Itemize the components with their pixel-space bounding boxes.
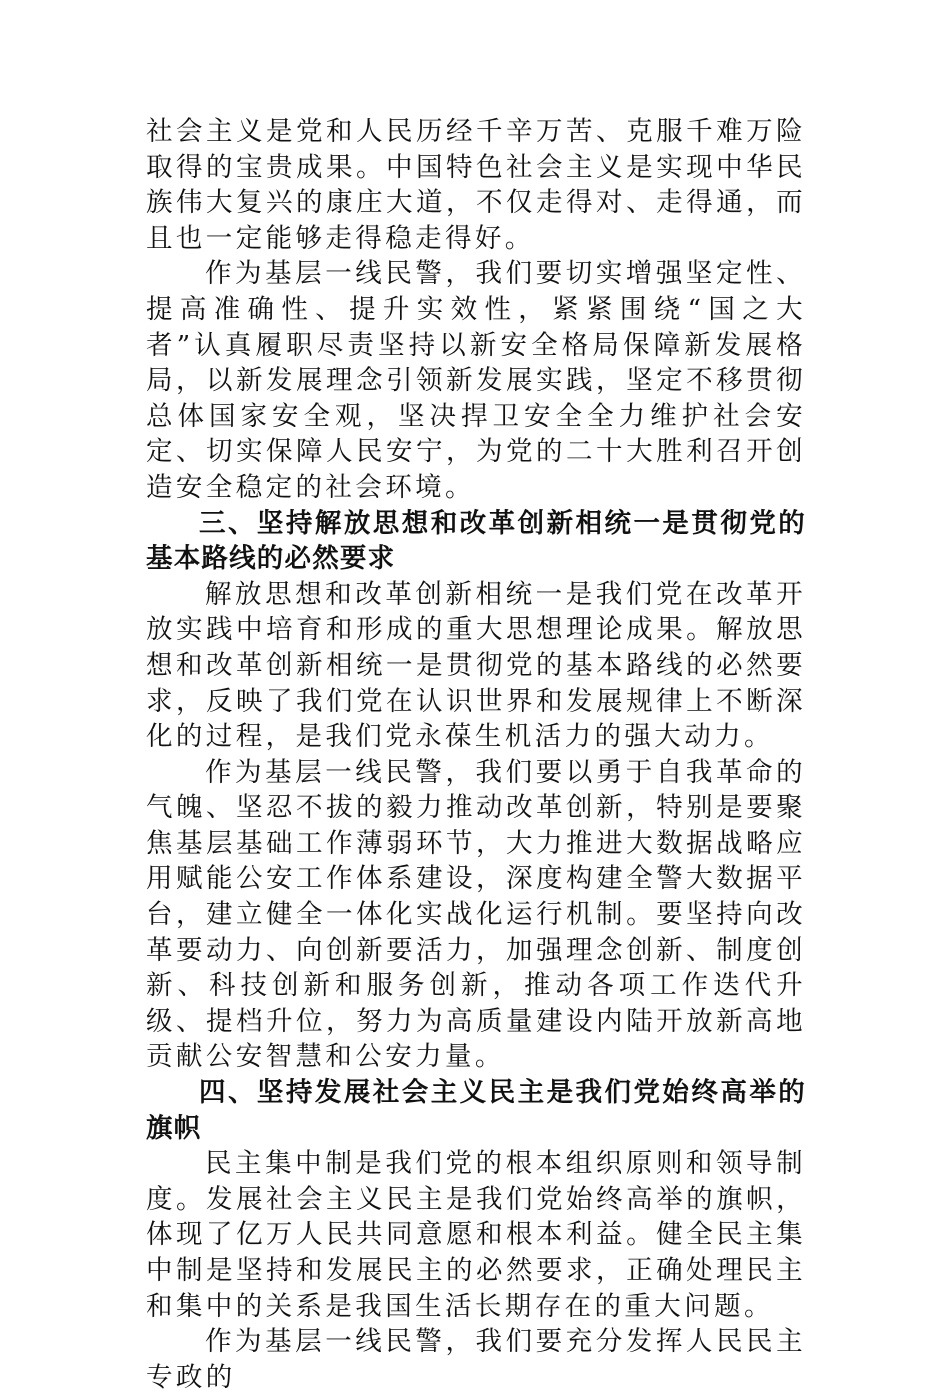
- paragraph-police-democracy-duty: 作为基层一线民警，我们要充分发挥人民民主专政的: [146, 1326, 806, 1393]
- section-heading-three: 三、坚持解放思想和改革创新相统一是贯彻党的基本路线的必然要求: [146, 507, 806, 575]
- paragraph-police-security-duty: 作为基层一线民警，我们要切实增强坚定性、提高准确性、提升实效性，紧紧围绕“国之大者”认真履职尽责坚持以新安全格局保障新发展格局，以新发展理念引领新发展实践，坚定不移贯彻总体国家安全观，坚决捍卫安全全力维护社会安定、切实保障人民安宁，为党的二十大胜利召开创造安全稳定的社会环境。: [146, 258, 806, 503]
- paragraph-socialism-achievement: 社会主义是党和人民历经千辛万苦、克服千难万险取得的宝贵成果。中国特色社会主义是实现中华民族伟大复兴的康庄大道，不仅走得对、走得通，而且也一定能够走得稳走得好。: [146, 116, 806, 254]
- paragraph-democratic-centralism: 民主集中制是我们党的根本组织原则和领导制度。发展社会主义民主是我们党始终高举的旗帜，体现了亿万人民共同意愿和根本利益。健全民主集中制是坚持和发展民主的必然要求，正确处理民主和集中的关系是我国生活长期存在的重大问题。: [146, 1148, 806, 1322]
- paragraph-police-reform-duty: 作为基层一线民警，我们要以勇于自我革命的气魄、坚忍不拔的毅力推动改革创新，特别是要聚焦基层基础工作薄弱环节，大力推进大数据战略应用赋能公安工作体系建设，深度构建全警大数据平台，建立健全一体化实战化运行机制。要坚持向改革要动力、向创新要活力，加强理念创新、制度创新、科技创新和服务创新，推动各项工作迭代升级、提档升位，努力为高质量建设内陆开放新高地贡献公安智慧和公安力量。: [146, 756, 806, 1073]
- paragraph-reform-innovation: 解放思想和改革创新相统一是我们党在改革开放实践中培育和形成的重大思想理论成果。解放思想和改革创新相统一是贯彻党的基本路线的必然要求，反映了我们党在认识世界和发展规律上不断深化的过程，是我们党永葆生机活力的强大动力。: [146, 578, 806, 753]
- section-heading-four: 四、坚持发展社会主义民主是我们党始终高举的旗帜: [146, 1077, 806, 1144]
- document-body: [146, 114, 806, 1395]
